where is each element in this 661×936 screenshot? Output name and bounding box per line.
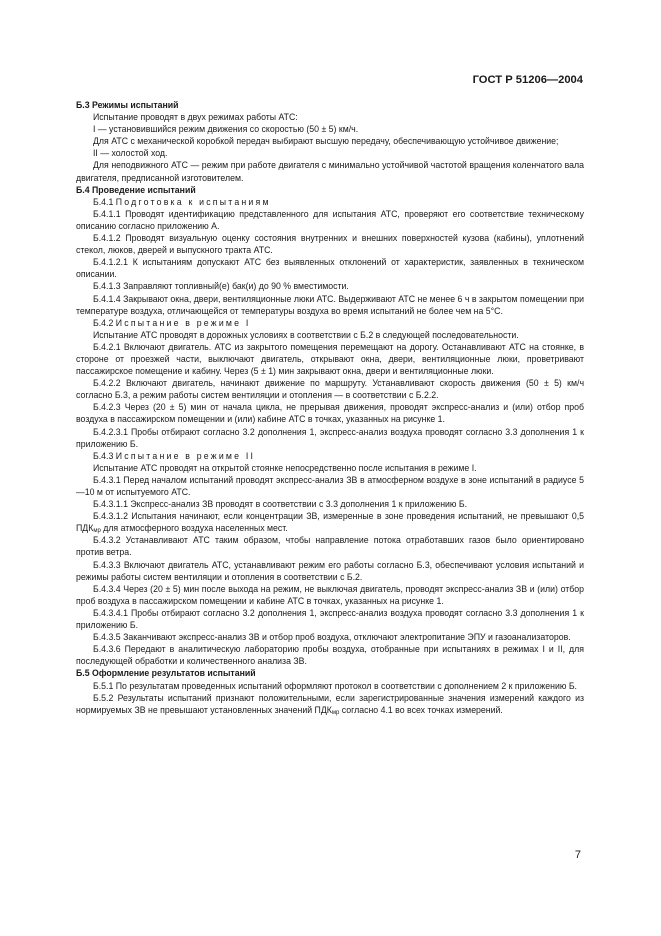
paragraph [76,280,584,292]
paragraph-text: Б.4.3.1.1 Экспресс-анализ ЗВ проводят в соответствии с 3.3 дополнения 1 к приложению Б. [93,499,468,510]
paragraph [76,341,584,377]
paragraph [76,159,584,183]
spaced-subheading: Подготовка к испытаниям [115,196,271,207]
paragraph-text: Б.4.1.3 Заправляют топливный(е) бак(и) до 90 % вместимости. [93,281,349,292]
paragraph [76,196,584,208]
paragraph-text: Б.5.2 Результаты испытаний признают положительными, если зарегистрированные значения измерений каждого из нормируемых ЗВ не превышают установленных значений ПДК [76,692,584,715]
paragraph-text: Б.4.3.1 Перед началом испытаний проводят экспресс-анализ ЗВ в атмосферном воздухе в зоне испытаний в радиусе 5—10 м от испытуемого АТС. [76,474,584,497]
paragraph [76,680,584,692]
paragraph [76,559,584,583]
paragraph [76,329,584,341]
paragraph-text: Б.3 Режимы испытаний [76,100,179,110]
paragraph-text: Б.4.2.3 Через (20 ± 5) мин от начала цикла, не прерывая движения, проводят экспресс-анализ и (или) отбор проб воздуха в пассажирском помещении и (или) кабине АТС в точках, указанных на рисунке 1. [76,402,584,425]
paragraph-text: Б.4.3.2 Устанавливают АТС таким образом, чтобы направление потока отработавших газов было ориентировано против ветра. [76,535,584,558]
paragraph-text: Б.4.2.1 Включают двигатель. АТС из закрытого помещения перемещают на дорогу. Останавливают АТС на стоянке, в стороне от проезжей части, выключают двигатель, открывают окна, двери, вентиляционные люки, проветривают пассажирское помещение и кабину. Через (5 ± 1) мин закрывают окна, двери и вентиляционные люки. [76,341,584,377]
paragraph-text: I — установившийся режим движения со скоростью (50 ± 5) км/ч. [93,124,359,135]
section-heading [76,99,584,111]
paragraph [76,498,584,510]
paragraph [76,462,584,474]
paragraph-text: Б.4.2.2 Включают двигатель, начинают движение по маршруту. Устанавливают скорость движения (50 ± 5) км/ч согласно Б.3, а режим работы систем вентиляции и отопления — в соответствии с Б.2.2. [76,378,584,401]
paragraph [76,208,584,232]
paragraph [76,135,584,147]
subscript: мр [331,709,340,716]
paragraph [76,232,584,256]
clause-number: Б.4.1 [93,196,116,207]
paragraph [76,692,584,716]
paragraph [76,643,584,667]
section-heading [76,184,584,196]
paragraph [76,317,584,329]
paragraph [76,583,584,607]
paragraph-text: II — холостой ход. [93,148,168,159]
paragraph-text: Б.4.3.6 Передают в аналитическую лабораторию пробы воздуха, отобранные при испытаниях в режимах I и II, для последующей обработки и количественного анализа ЗВ. [76,644,584,667]
paragraph-text: Б.4.1.2 Проводят визуальную оценку состояния внутренних и внешних поверхностей кузова (кабины), уплотнений стекол, люков, дверей и выпускного тракта АТС. [76,233,584,256]
subscript: мр [93,528,101,535]
paragraph-text: Б.4.2.3.1 Пробы отбирают согласно 3.2 дополнения 1, экспресс-анализ воздуха проводят согласно 3.3 дополнения 1 к приложению Б. [76,426,584,449]
page-number: 7 [574,849,581,861]
paragraph-text: Для неподвижного АТС — режим при работе двигателя с минимально устойчивой частотой вращения коленчатого вала двигателя, предписанной изготовителем. [76,160,584,183]
paragraph-text: Испытание АТС проводят на открытой стоянке непосредственно после испытания в режиме I. [93,462,477,473]
spaced-subheading: Испытание в режиме I [115,317,251,328]
document-code: ГОСТ Р 51206—2004 [472,74,583,86]
paragraph-text: Испытание проводят в двух режимах работы АТС: [93,112,298,123]
paragraph-text: Испытание АТС проводят в дорожных условиях в соответствии с Б.2 в следующей последовательности. [93,329,519,340]
paragraph-text: Б.4 Проведение испытаний [76,184,196,195]
paragraph [76,510,584,534]
paragraph-text: Б.4.3.1.2 Испытания начинают, если концентрации ЗВ, измеренные в зоне проведения испытаний, не превышают 0,5 ПДК [76,511,584,534]
document-body [76,99,584,716]
paragraph-text-tail: согласно 4.1 во всех точках измерений. [339,704,503,715]
paragraph [76,256,584,280]
clause-number: Б.4.2 [93,317,116,328]
paragraph [76,607,584,631]
paragraph-text: Б.5.1 По результатам проведенных испытаний оформляют протокол в соответствии с дополнением 2 к приложению Б. [93,680,577,691]
paragraph-text: Б.4.1.1 Проводят идентификацию представленного для испытания АТС, проверяют его соответствие техническому описанию согласно приложению А. [76,208,584,231]
paragraph [76,450,584,462]
paragraph [76,377,584,401]
paragraph-text: Б.4.3.4.1 Пробы отбирают согласно 3.2 дополнения 1, экспресс-анализ воздуха проводят согласно 3.3 дополнения 1 к приложению Б. [76,607,584,631]
paragraph-text: Б.4.3.4 Через (20 ± 5) мин после выхода на режим, не выключая двигатель, проводят экспресс-анализ ЗВ и (или) отбор проб воздуха в пассажирском помещении и кабине АТС в точках, указанных на рисунке 1. [76,583,584,606]
paragraph-text: Б.5 Оформление результатов испытаний [76,668,256,679]
paragraph-text: Б.4.1.2.1 К испытаниям допускают АТС без выявленных отклонений от характеристик, заявленных в техническом описании. [76,257,584,280]
paragraph-text: Для АТС с механической коробкой передач выбирают высшую передачу, обеспечивающую устойчивое движение; [93,136,559,147]
paragraph [76,631,584,643]
paragraph [76,123,584,135]
paragraph [76,147,584,159]
paragraph-text-tail: для атмосферного воздуха населенных мест. [100,523,288,534]
paragraph [76,293,584,317]
paragraph-text: Б.4.1.4 Закрывают окна, двери, вентиляционные люки АТС. Выдерживают АТС не менее 6 ч в закрытом помещении при температуре воздуха, отличающейся от температуры воздуха во время испытаний не более чем на 5°С. [76,293,584,316]
paragraph [76,534,584,558]
paragraph [76,401,584,425]
section-heading [76,667,584,679]
paragraph-text: Б.4.3.3 Включают двигатель АТС, устанавливают режим его работы согласно Б.3, обеспечивают условия испытаний и режимы работы систем вентиляции и отопления в соответствии с Б.2. [76,559,584,582]
paragraph-text: Б.4.3.5 Заканчивают экспресс-анализ ЗВ и отбор проб воздуха, отключают электропитание ЭПУ и газоанализаторов. [93,632,571,643]
spaced-subheading: Испытание в режиме II [115,450,256,461]
paragraph [76,474,584,498]
paragraph [76,111,584,123]
clause-number: Б.4.3 [93,450,116,461]
paragraph [76,426,584,450]
